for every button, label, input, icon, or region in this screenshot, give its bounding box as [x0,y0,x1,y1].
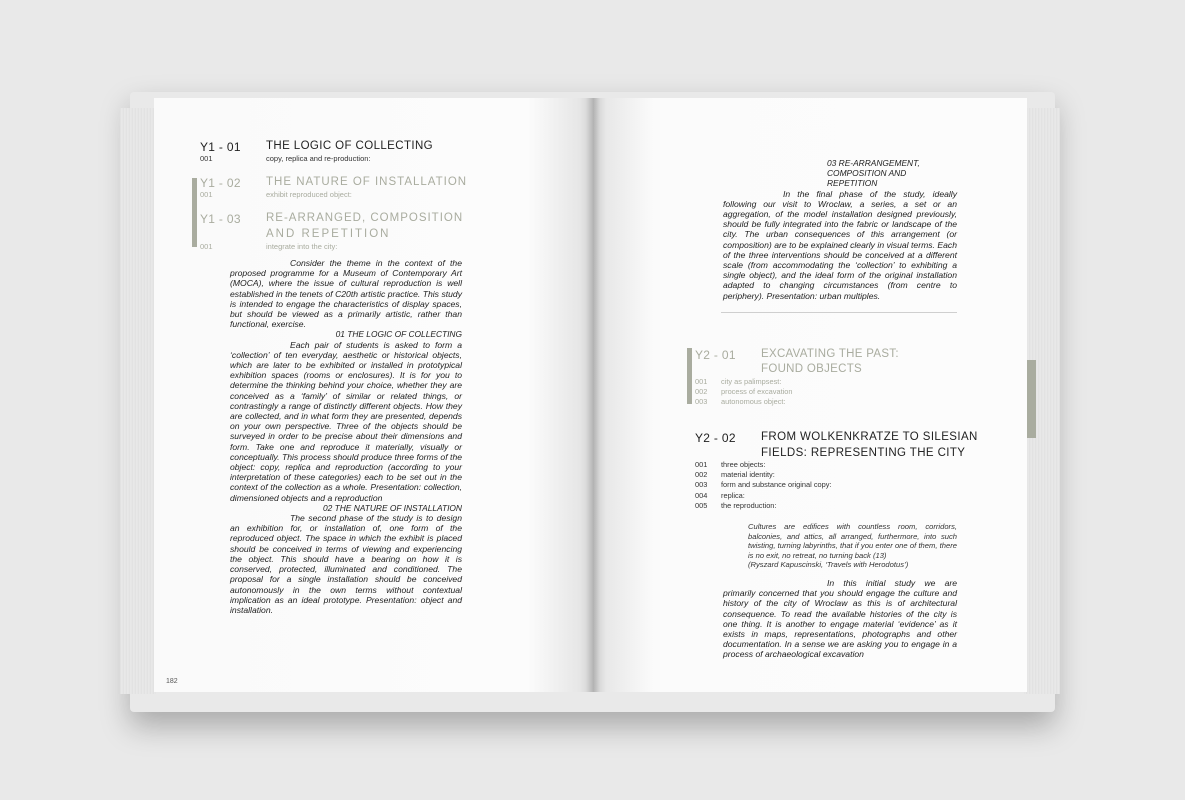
right-body-bottom [723,578,957,660]
list-item: 001 city as palimpsest: [695,377,782,386]
section-code-y1-01: Y1 - 01 [200,140,241,154]
page-number: 182 [166,678,178,685]
right-body-top [723,158,957,301]
left-page-edges [120,108,156,694]
section-code-y2-01: Y2 - 01 [695,348,736,362]
list-item: 002 material identity: [695,470,775,480]
list-item: 002 process of excavation [695,387,793,397]
epigraph-quote [748,522,957,570]
list-item: 003 form and substance original copy: [695,480,832,490]
heading-nature-of-installation: 02 THE NATURE OF INSTALLATION [323,502,462,513]
section-title-y1-01: THE LOGIC OF COLLECTING [266,140,434,152]
left-body-text [230,258,462,615]
section-title-y2-01-line2: FOUND OBJECTS [761,363,863,375]
section-title-y1-03-line2: AND REPETITION [266,228,391,240]
section-title-y2-02-line2: FIELDS: REPRESENTING THE CITY [761,447,966,459]
heading-logic-of-collecting: 01 THE LOGIC OF COLLECTING [335,329,462,340]
section-code-y1-03: Y1 - 03 [200,212,241,226]
book-gutter [586,98,600,692]
heading-rearrangement-line2: COMPOSITION AND REPETITION [827,168,907,189]
section-code-y1-02: Y1 - 02 [200,176,241,190]
accent-bar-y1 [192,178,197,247]
item-list-y2-02 [695,460,832,511]
section-title-y1-02: THE NATURE OF INSTALLATION [266,176,468,188]
section-sub-y1-03: integrate into the city: [266,242,338,251]
list-item: 003 autonomous object: [695,397,786,407]
quote-text: Cultures are edifices with countless room, corridors, balconies, and attics, all arranged, furthermore, into such twisting, turning labyrinths, that if you enter one of them, there is no exit, no retreat, no turning back (13) [748,522,957,560]
item-list-y2-01 [695,377,792,408]
paragraph-initial-study: In this initial study we are primarily concerned that you should engage the culture and history of the city of Wroclaw as this is of architectural consequence. To read the available histories of the city is one thing. It is another to engage material ‘evidence’ as it exists in maps, representations, photographs and other documentation. In a sense we are asking you to engage in a process of archaeological excavation [723,578,957,660]
section-num-y1-01: 001 [200,154,213,163]
paragraph-rearrangement: In the final phase of the study, ideally following our visit to Wroclaw, a series, a set or an aggregation, of the model installation designed previously, should be fully integrated into the fabric or landscape of the city. The urban consequences of this arrangement (or composition) are to be explained clearly in visual terms. Each of the three interventions should be conceived at a different scale (from accommodating the ‘collection’ to exhibiting a single object), and the ideal form of the original installation adapted to changing circumstances (from centre to periphery). Presentation: urban multiples. [723,188,957,301]
heading-rearrangement-line1: 03 RE-ARRANGEMENT, [827,158,920,168]
section-num-y1-02: 001 [200,190,213,199]
list-item: 005 the reproduction: [695,500,777,510]
quote-source: (Ryszard Kapuscinski, ‘Travels with Herodotus’) [748,560,909,570]
section-sub-y1-02: exhibit reproduced object: [266,190,352,199]
section-title-y2-02-line1: FROM WOLKENKRATZE TO SILESIAN [761,431,978,443]
section-tab-marker [1026,360,1036,438]
section-num-y1-03: 001 [200,242,213,251]
section-title-y1-03-line1: RE-ARRANGED, COMPOSITION [266,212,464,224]
section-code-y2-02: Y2 - 02 [695,431,736,445]
section-title-y2-01-line1: EXCAVATING THE PAST: [761,348,899,360]
left-page [154,98,593,692]
paragraph-nature-of-installation: The second phase of the study is to design an exhibition for, or installation of, one form of the reproduced object. The space in which the exhibit is placed should be conceived in terms of viewing and experiencing the object. This should have a bearing on how it is conserved, protected, illuminated and conditioned. The proposal for a single installation should be conceived autonomously in the own terms without contextual implication as an ideal prototype. Presentation: object and installation. [230,513,462,615]
paragraph-logic-of-collecting: Each pair of students is asked to form a ‘collection’ of ten everyday, aesthetic or historical objects, which are later to be exhibited or installed in prototypical exhibition spaces (rooms or enclosures). It is for you to determine the thinking behind your choice, whether they are conceived as a ‘family’ of similar or related things, or contrastingly a range of distinctly different objects. How they are collected, and in what form they are presented, depends on your own perspective. Three of the objects should be surveyed in order to be precise about their dimensions and form. Take one and reproduce it materially, visually or conceptually. This process should produce three forms of the object: copy, replica and reproduction (according to your interpretation of these categories) each to be set out in the context of the collection as a whole. Presentation: collection, dimensioned objects and a reproduction [230,339,462,503]
right-page [593,98,1027,692]
divider-rule [721,312,957,313]
list-item: 001 three objects: [695,460,766,469]
accent-bar-y2-01 [687,348,692,404]
section-sub-y1-01: copy, replica and re-production: [266,154,371,163]
list-item: 004 replica: [695,490,745,500]
intro-paragraph: Consider the theme in the context of the proposed programme for a Museum of Contemporary Art (MOCA), where the issue of cultural reproduction is well established in the tenets of C20th artistic practice. This study is intended to engage the characteristics of display spaces, but should be viewed as a primarily artistic, rather than functional, exercise. [230,258,462,330]
